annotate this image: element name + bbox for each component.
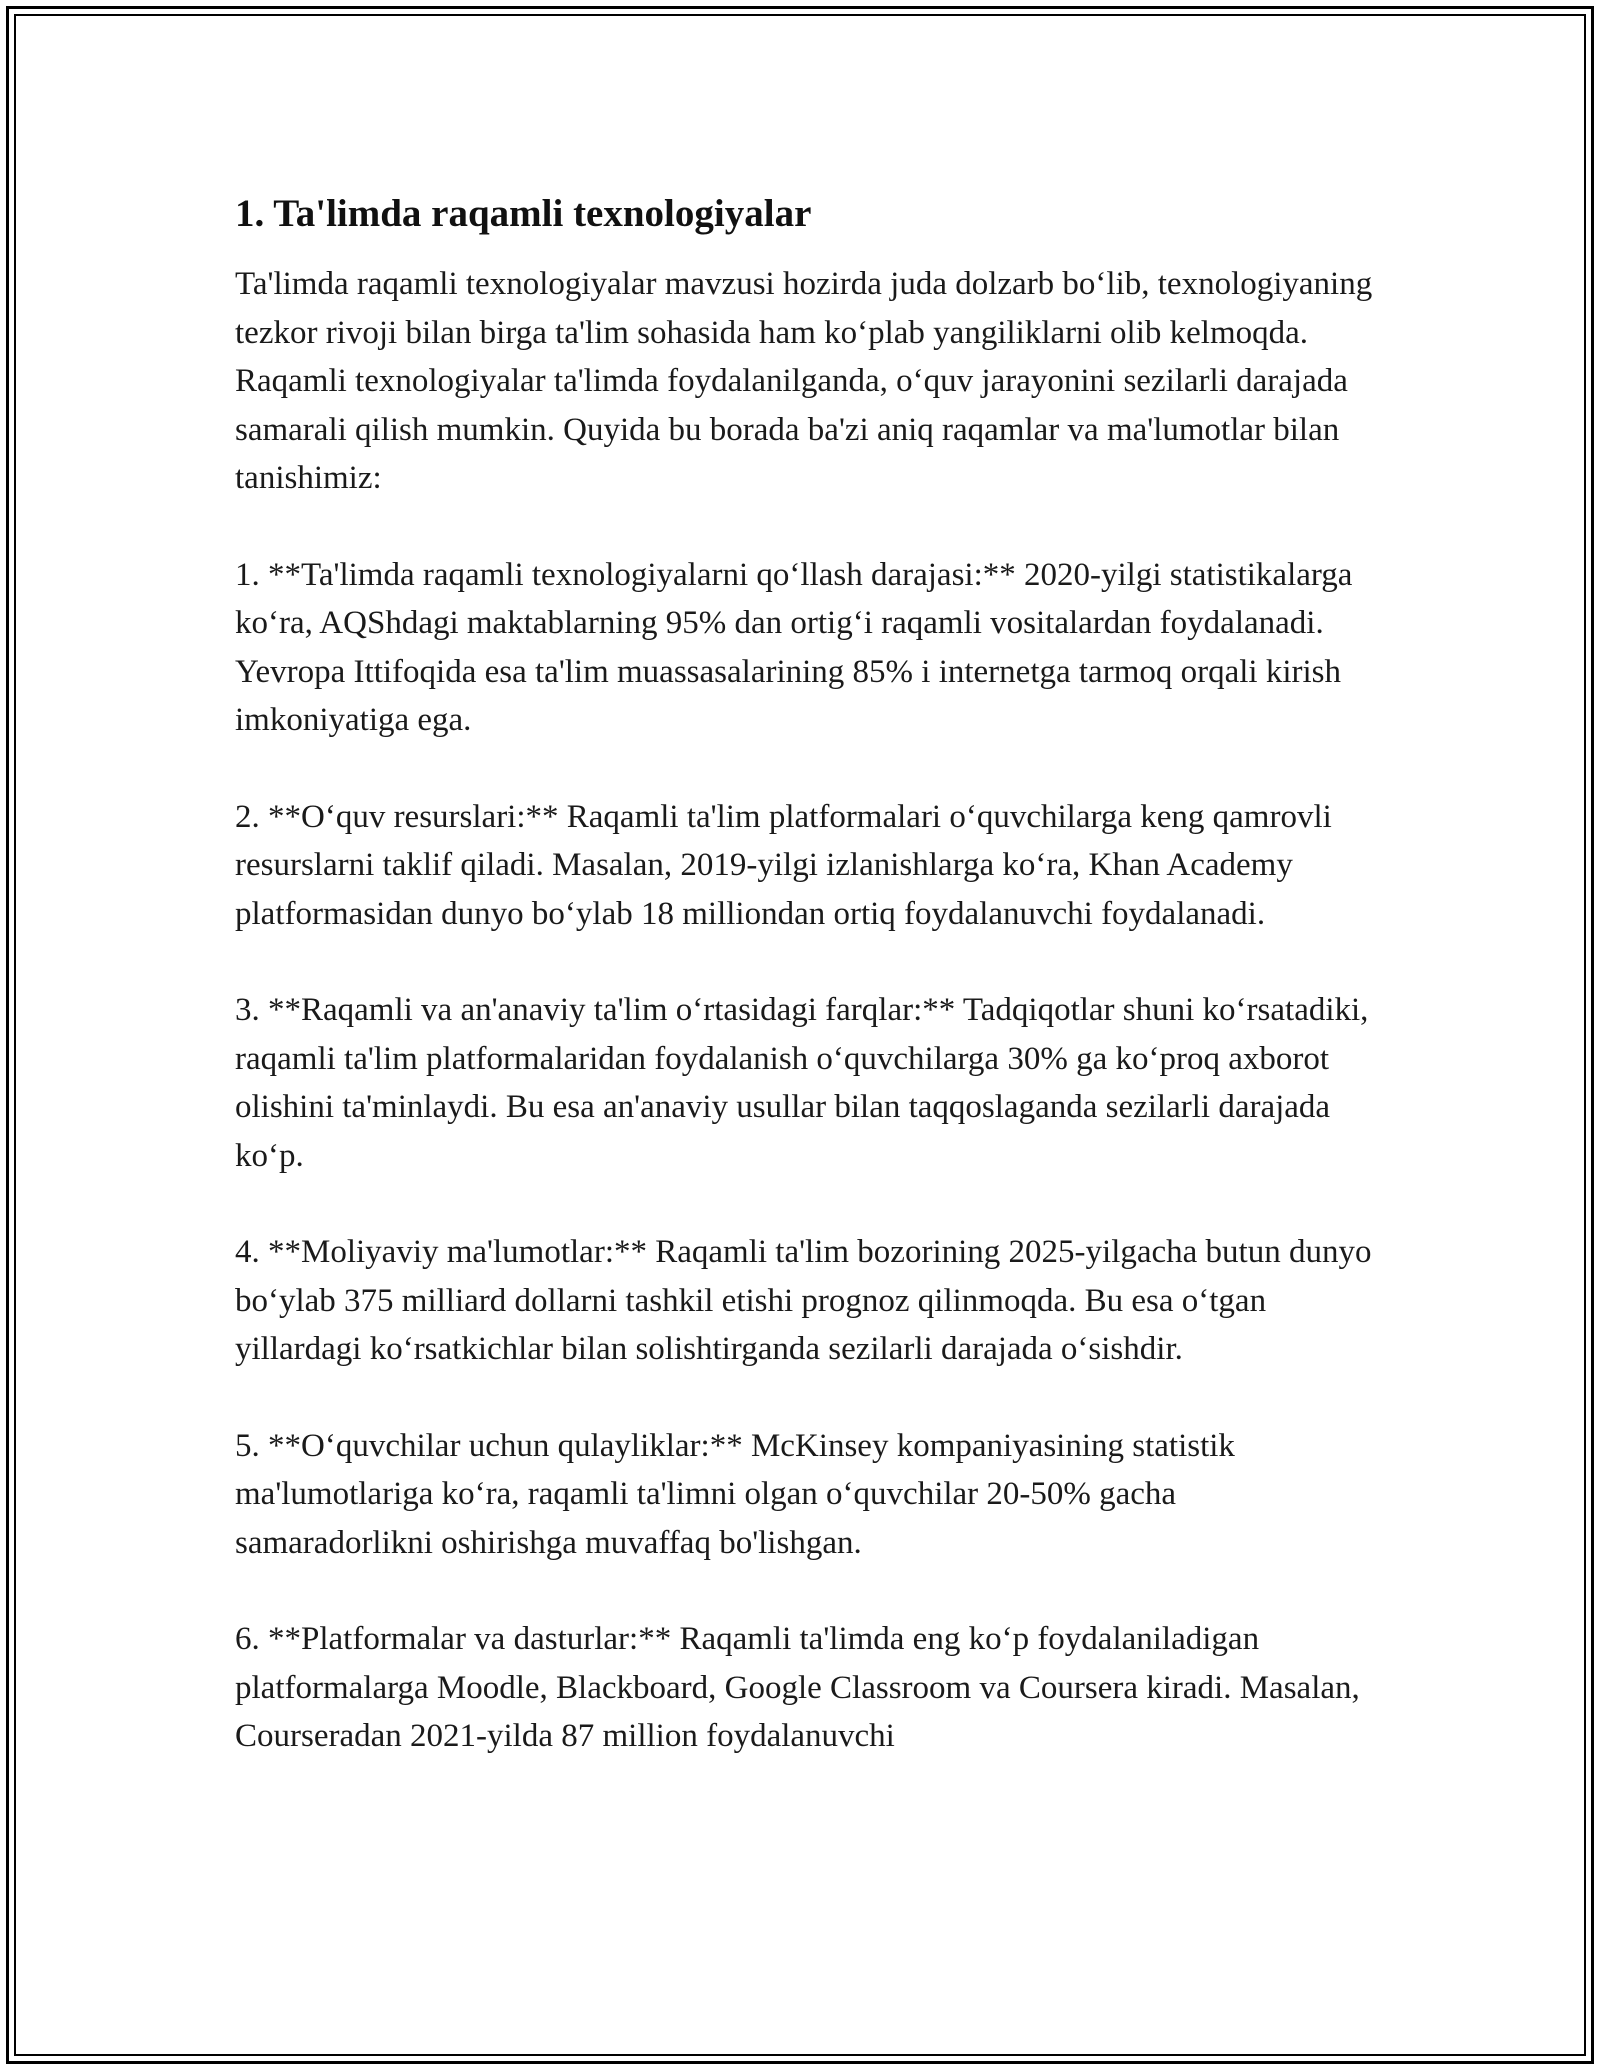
intro-paragraph: Ta'limda raqamli texnologiyalar mavzusi hozirda juda dolzarb boʻlib, texnologiyaning tezkor rivoji bilan birga ta'lim sohasida ham koʻplab yangiliklarni olib kelmoqda. Raqamli texnologiyalar ta'limda foydalanilganda, oʻquv jarayonini sezilarli darajada samarali qilish mumkin. Quyida bu borada ba'zi aniq raqamlar va ma'lumotlar bilan tanishimiz:	[235, 266, 1373, 496]
point-5-paragraph: 5. **Oʻquvchilar uchun qulayliklar:** McKinsey kompaniyasining statistik ma'lumotlariga koʻra, raqamli ta'limni olgan oʻquvchilar 20-50% gacha samaradorlikni oshirishga muvaffaq bo'lishgan.	[235, 1427, 1235, 1561]
document-title: 1. Ta'limda raqamli texnologiyalar	[235, 192, 812, 235]
point-2-paragraph: 2. **Oʻquv resurslari:** Raqamli ta'lim platformalari oʻquvchilarga keng qamrovli resurslarni taklif qiladi. Masalan, 2019-yilgi izlanishlarga koʻra, Khan Academy platformasidan dunyo boʻylab 18 milliondan ortiq foydalanuvchi foydalanadi.	[235, 798, 1332, 932]
point-6-paragraph: 6. **Platformalar va dasturlar:** Raqamli ta'limda eng koʻp foydalaniladigan platformalarga Moodle, Blackboard, Google Classroom va Coursera kiradi. Masalan, Courseradan 2021-yilda 87 million foydalanuvchi	[235, 1621, 1360, 1754]
point-1-paragraph: 1. **Ta'limda raqamli texnologiyalarni qoʻllash darajasi:** 2020-yilgi statistikalarga koʻra, AQShdagi maktablarning 95% dan ortigʻi raqamli vositalardan foydalanadi. Yevropa Ittifoqida esa ta'lim muassasalarining 85% i internetga tarmoq orqali kirish imkoniyatiga ega.	[235, 556, 1353, 738]
document-body	[235, 186, 1375, 1809]
point-3-paragraph: 3. **Raqamli va an'anaviy ta'lim oʻrtasidagi farqlar:** Tadqiqotlar shuni koʻrsatadiki, raqamli ta'lim platformalaridan foydalanish oʻquvchilarga 30% ga koʻproq axborot olishini ta'minlaydi. Bu esa an'anaviy usullar bilan taqqoslaganda sezilarli darajada koʻp.	[235, 992, 1369, 1174]
point-4-paragraph: 4. **Moliyaviy ma'lumotlar:** Raqamli ta'lim bozorining 2025-yilgacha butun dunyo boʻylab 375 milliard dollarni tashkil etishi prognoz qilinmoqda. Bu esa oʻtgan yillardagi koʻrsatkichlar bilan solishtirganda sezilarli darajada oʻsishdir.	[235, 1234, 1372, 1367]
